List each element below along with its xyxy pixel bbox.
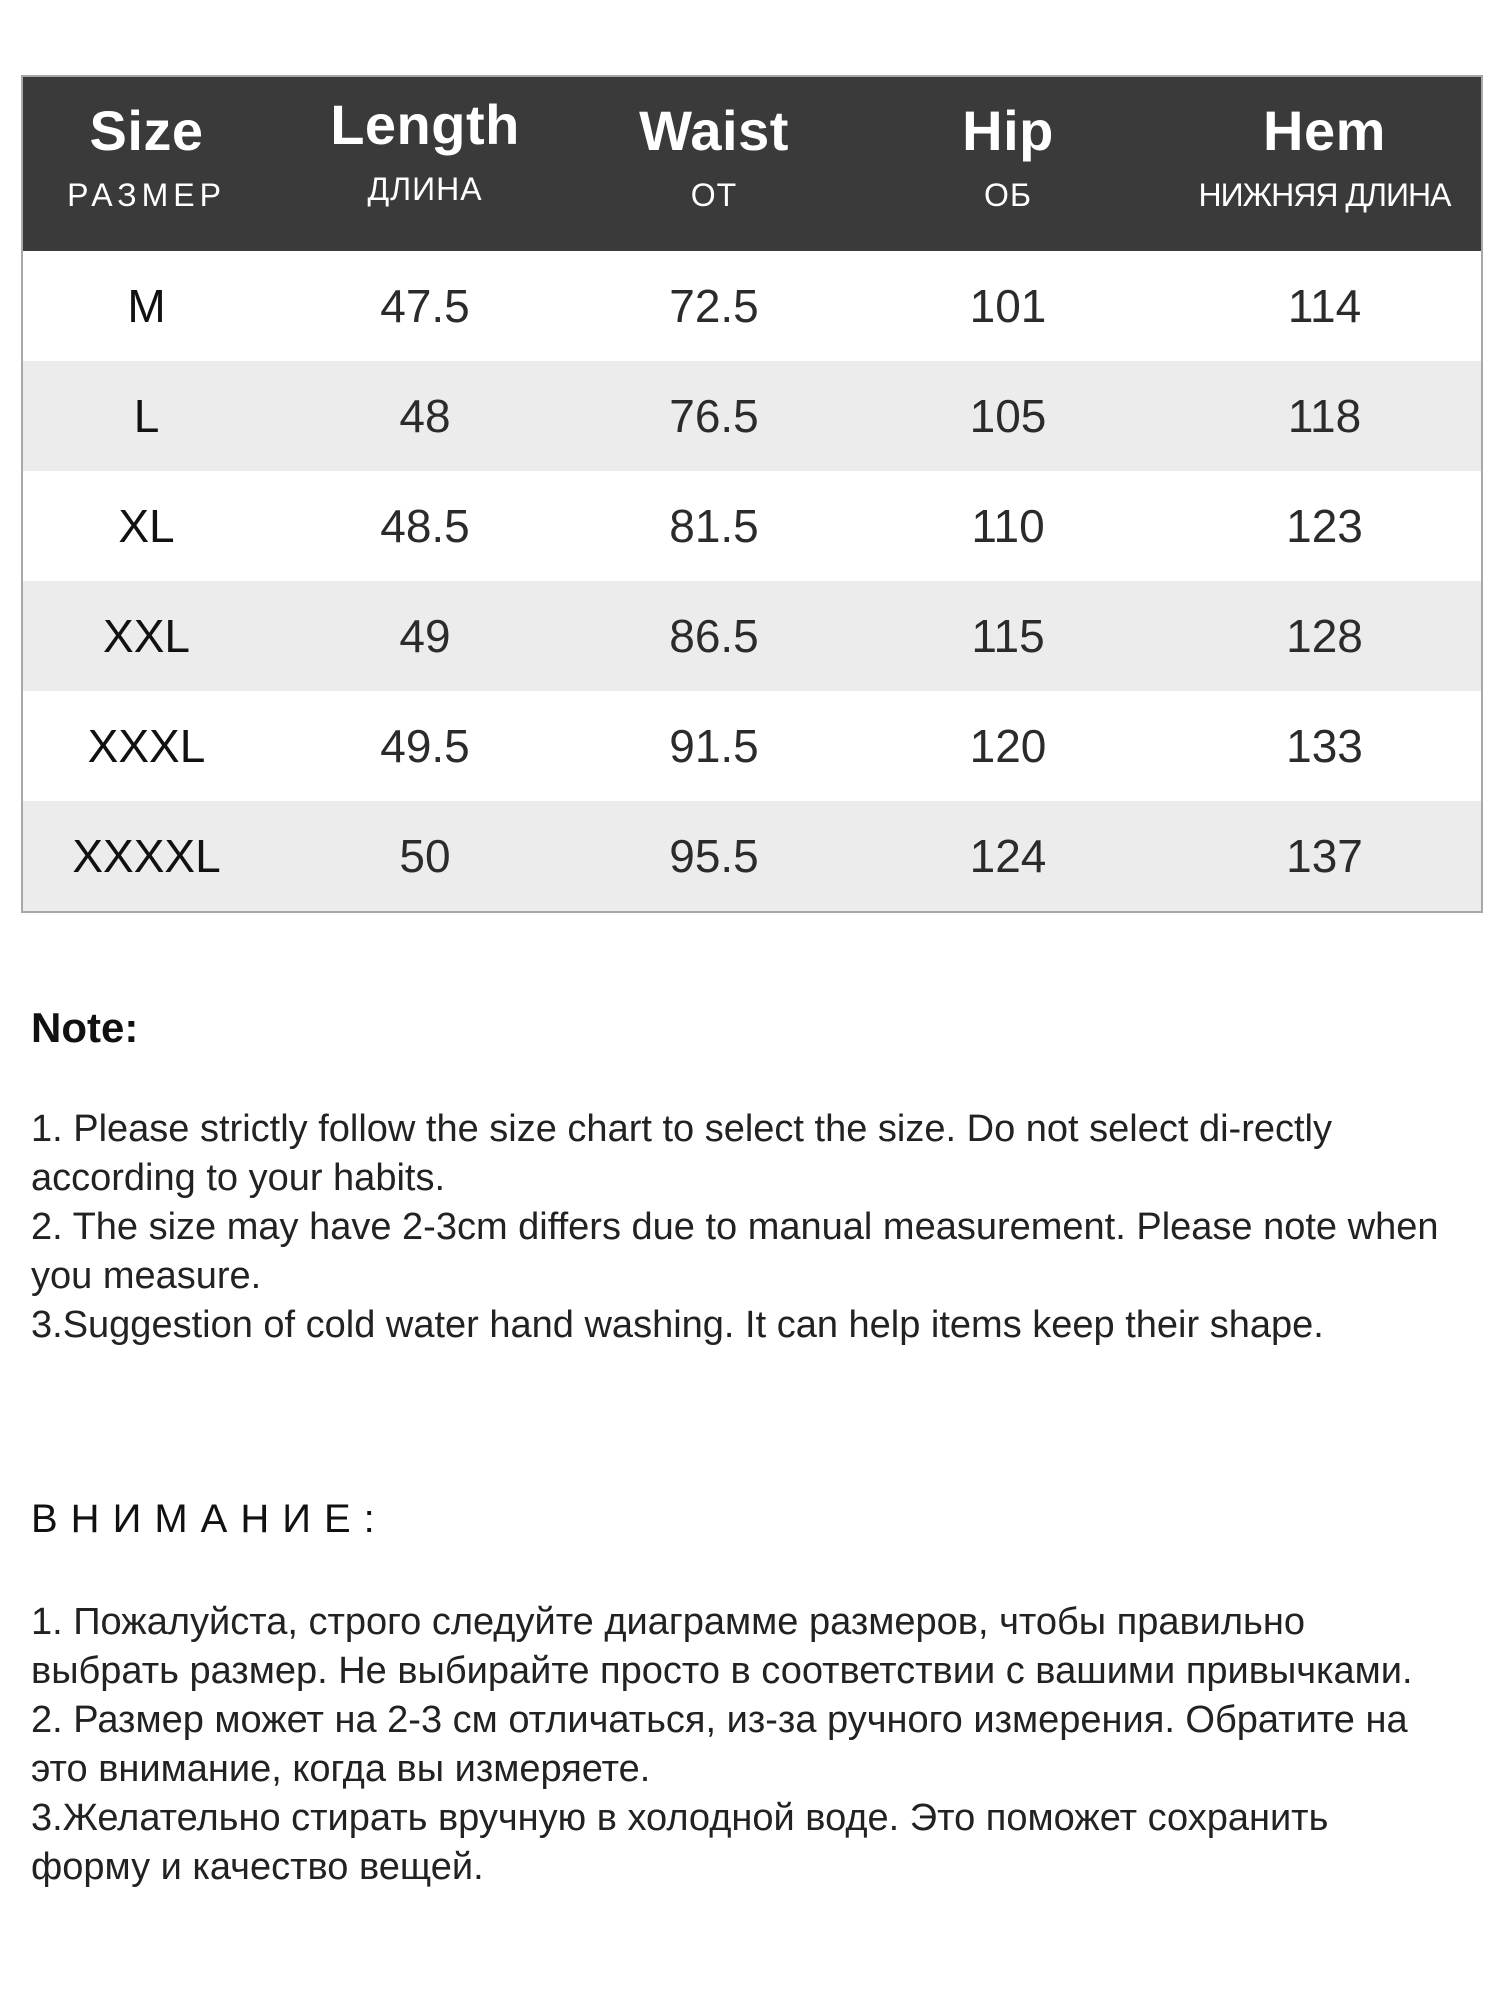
table-row (23, 691, 1481, 801)
cell-hip: 101 (969, 280, 1047, 332)
cell-waist: 72.5 (669, 280, 759, 332)
header-hem (1168, 77, 1481, 251)
russian-note-section (31, 1494, 1451, 1892)
header-length-en: Length (330, 93, 520, 156)
header-size (23, 77, 270, 251)
cell-waist: 91.5 (669, 720, 759, 772)
table-row (23, 251, 1481, 361)
cell-hem: 133 (1286, 720, 1363, 772)
header-waist (580, 77, 848, 251)
cell-hip: 110 (971, 500, 1045, 552)
cell-size: XXXL (87, 720, 206, 772)
header-size-ru: РАЗМЕР (67, 177, 226, 213)
table-body (23, 251, 1481, 911)
cell-waist: 86.5 (669, 610, 759, 662)
cell-hem: 128 (1286, 610, 1363, 662)
ru-note-item-3: 3.Желательно стирать вручную в холодной воде. Это поможет сохранить форму и качество вещей. (31, 1797, 1329, 1888)
cell-size: XXXXL (72, 830, 221, 882)
header-hem-ru: НИЖНЯЯ ДЛИНА (1198, 177, 1451, 213)
cell-size: XL (118, 500, 175, 552)
cell-length: 47.5 (380, 280, 470, 332)
table-row (23, 471, 1481, 581)
header-waist-ru: ОТ (690, 177, 738, 213)
note-item-2: 2. The size may have 2-3cm differs due to manual measurement. Please note when you measure. (31, 1206, 1439, 1297)
cell-length: 49.5 (380, 720, 470, 772)
header-hem-en: Hem (1263, 99, 1386, 162)
cell-hip: 105 (969, 390, 1047, 442)
cell-waist: 95.5 (669, 830, 759, 882)
cell-size: L (133, 390, 160, 442)
table-header (23, 77, 1481, 251)
header-waist-en: Waist (639, 99, 789, 162)
size-chart-table (21, 75, 1483, 913)
header-hip-en: Hip (962, 99, 1054, 162)
cell-size: XXL (103, 610, 190, 662)
table-row (23, 581, 1481, 691)
cell-length: 48.5 (380, 500, 470, 552)
header-length (270, 77, 580, 251)
cell-hip: 124 (969, 830, 1047, 882)
table-row (23, 361, 1481, 471)
header-hip (848, 77, 1168, 251)
cell-hip: 115 (971, 610, 1045, 662)
note-item-3: 3.Suggestion of cold water hand washing. It can help items keep their shape. (31, 1304, 1324, 1346)
header-length-ru: ДЛИНА (367, 171, 483, 207)
cell-waist: 76.5 (669, 390, 759, 442)
cell-length: 48 (399, 390, 451, 442)
english-note-section (31, 1003, 1451, 1350)
cell-hip: 120 (969, 720, 1047, 772)
note-title: Note: (31, 1004, 139, 1051)
cell-hem: 123 (1286, 500, 1363, 552)
cell-hem: 114 (1287, 280, 1362, 332)
ru-note-item-2: 2. Размер может на 2-3 см отличаться, из-за ручного измерения. Обратите на это внимание, когда вы измеряете. (31, 1699, 1408, 1790)
cell-length: 50 (399, 830, 451, 882)
header-hip-ru: ОБ (984, 177, 1032, 213)
cell-hem: 137 (1286, 830, 1363, 882)
ru-note-item-1: 1. Пожалуйста, строго следуйте диаграмме размеров, чтобы правильно выбрать размер. Не выбирайте просто в соответствии с вашими привычками. (31, 1601, 1413, 1692)
cell-size: M (127, 280, 166, 332)
note-item-1: 1. Please strictly follow the size chart to select the size. Do not select di-rectly according to your habits. (31, 1108, 1332, 1199)
cell-waist: 81.5 (669, 500, 759, 552)
cell-hem: 118 (1287, 390, 1362, 442)
table-row (23, 801, 1481, 911)
ru-note-title: ВНИМАНИЕ: (31, 1497, 388, 1541)
cell-length: 49 (399, 610, 451, 662)
header-size-en: Size (89, 99, 204, 162)
